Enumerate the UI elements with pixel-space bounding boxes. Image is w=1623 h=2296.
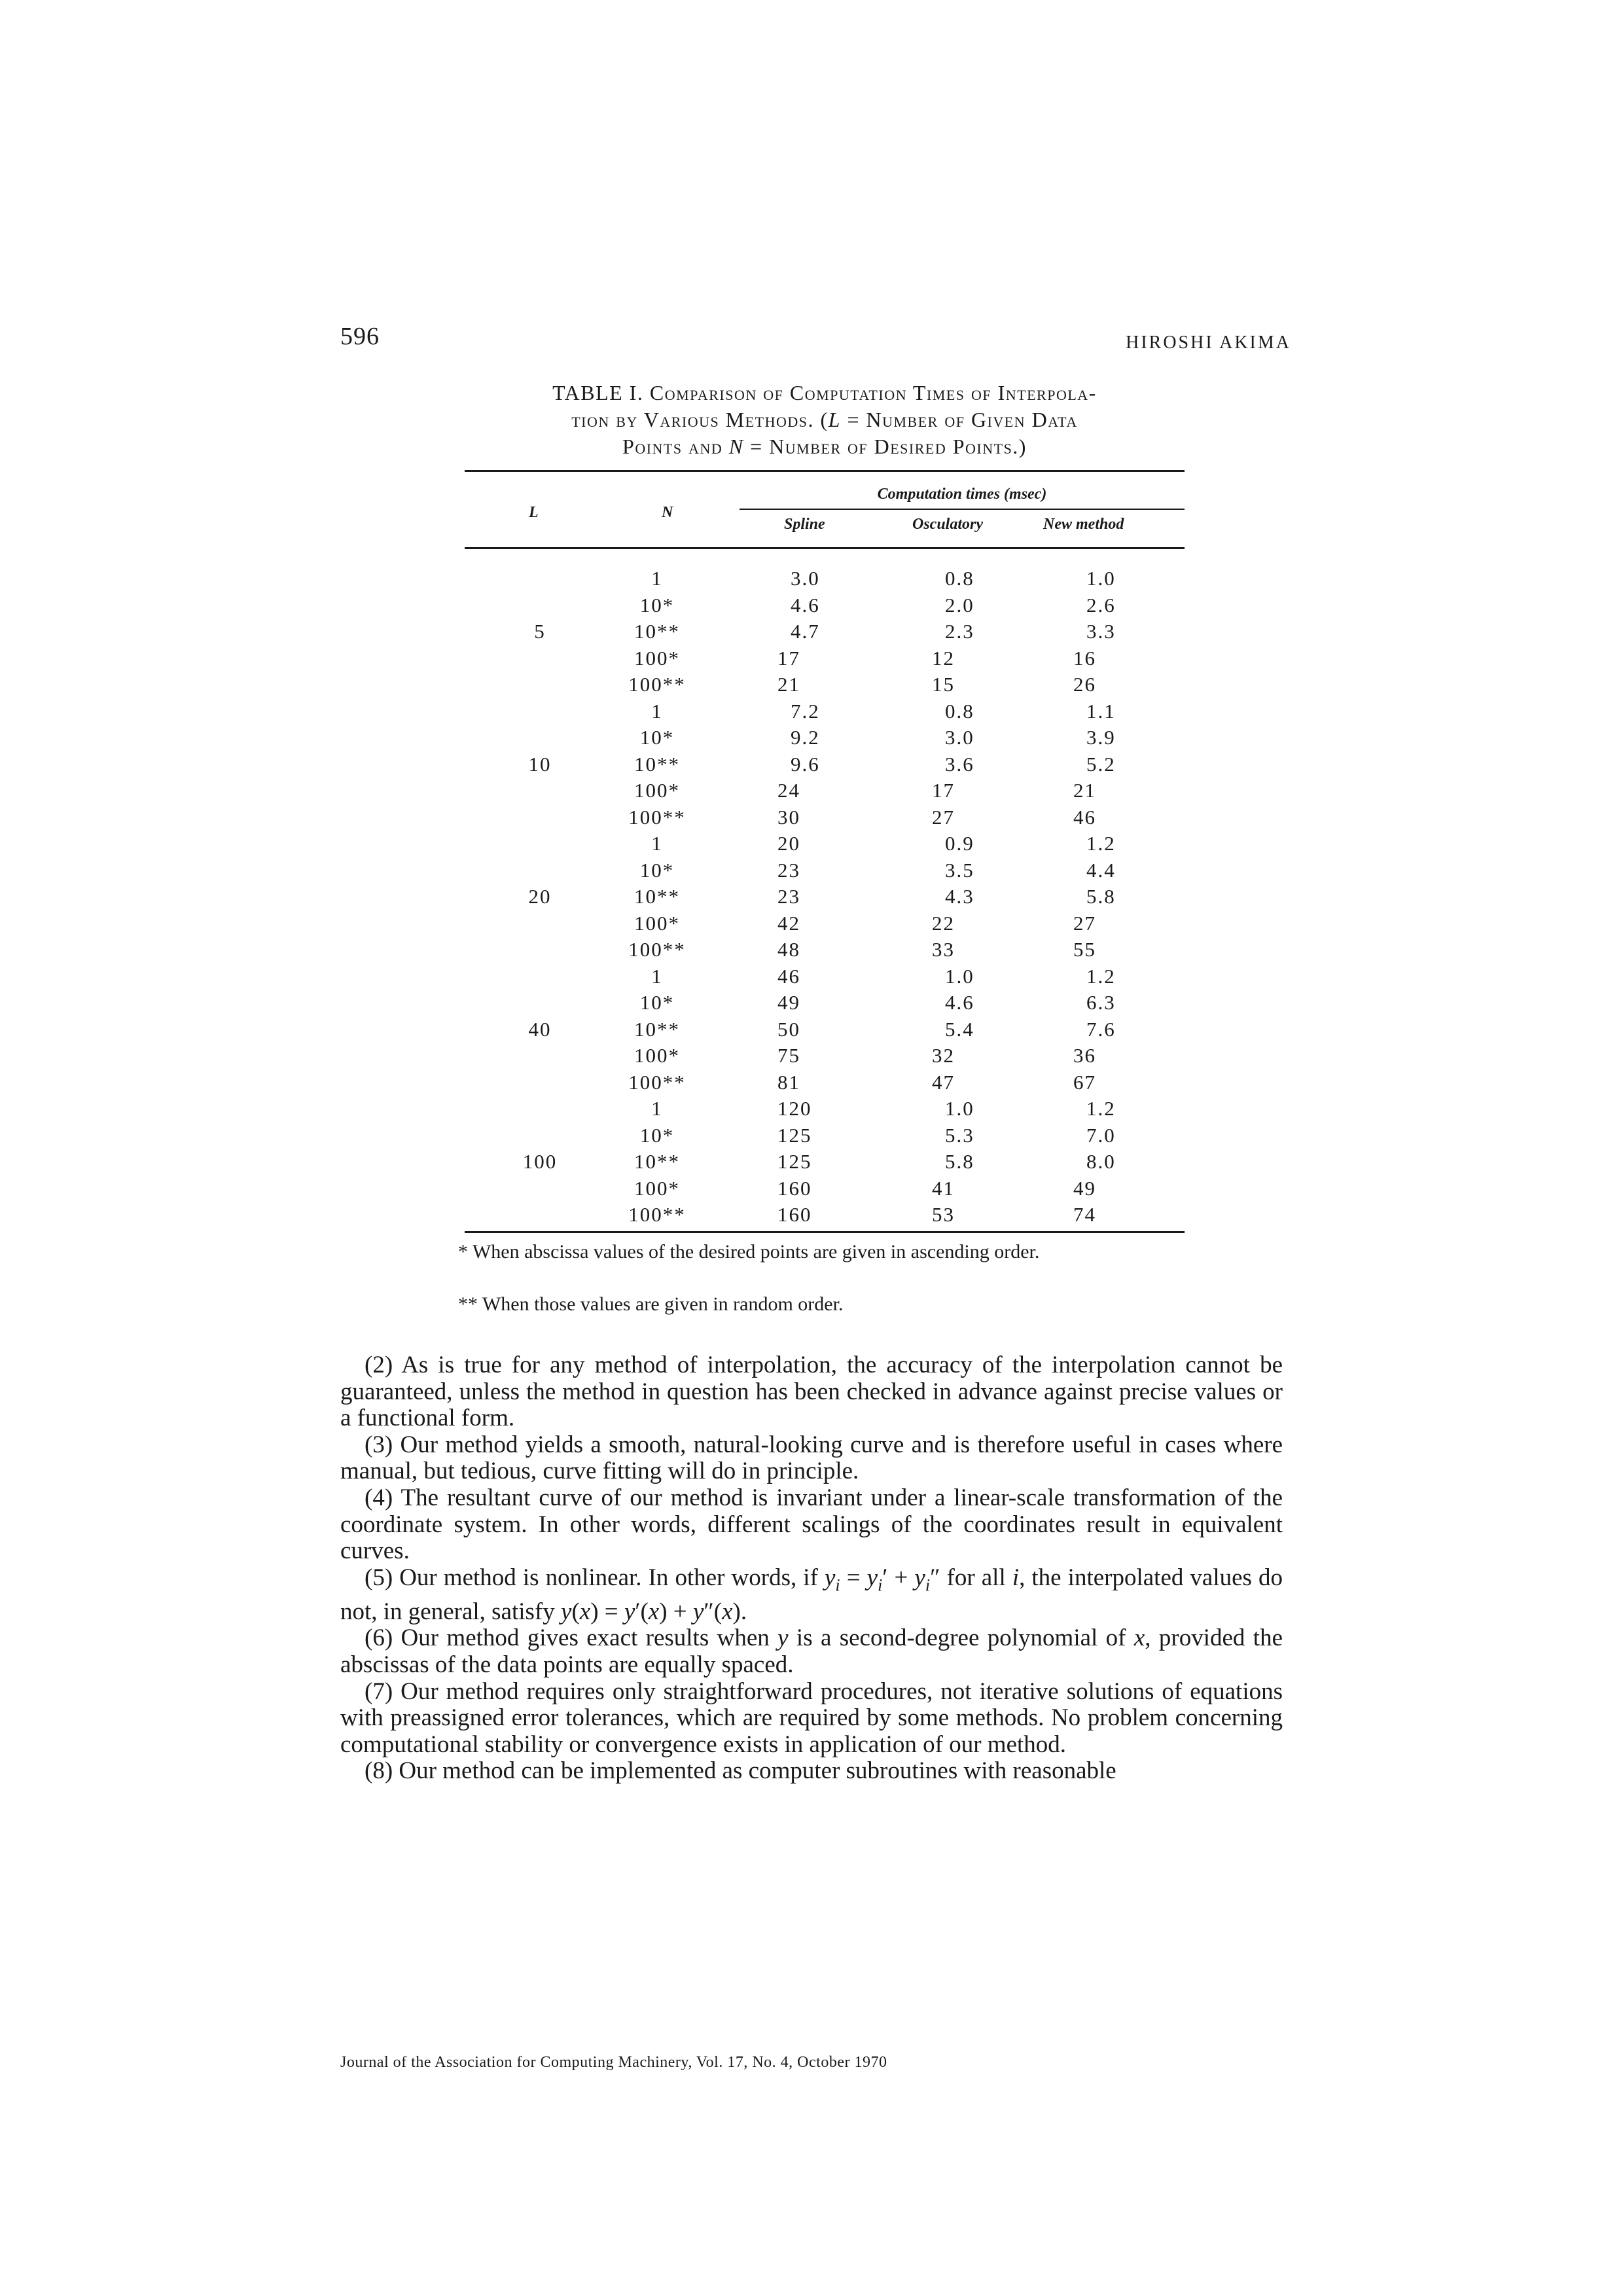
table-cell-new-method: 36 — [1073, 1044, 1096, 1067]
running-head-author: HIROSHI AKIMA — [1126, 332, 1291, 353]
table-cell-N: 100** — [628, 938, 686, 961]
table-cell-N: 100* — [634, 779, 680, 802]
paragraph-text: (8) Our method can be implemented as computer subroutines with reasonable — [365, 1757, 1116, 1785]
table-cell-spline: 30 — [777, 805, 800, 829]
table-cell-spline: 160 — [777, 1203, 812, 1226]
table-cell-N: 1 — [651, 567, 663, 590]
math-symbol: y — [824, 1564, 836, 1591]
table-cell-spline: 23 — [777, 858, 800, 882]
table-cell-new-method: 55 — [1073, 938, 1096, 961]
math-symbol: i — [1012, 1564, 1020, 1591]
table-cell-osculatory: 3.5 — [945, 858, 974, 882]
table-cell-osculatory: 32 — [932, 1044, 955, 1067]
paragraph-text: (5) Our method is nonlinear. In other words, if — [365, 1564, 825, 1591]
table-cell-new-method: 16 — [1073, 646, 1096, 670]
math-symbol: x — [722, 1598, 733, 1625]
table-cell-N: 100* — [634, 1044, 680, 1067]
paragraph-text: for all — [940, 1564, 1012, 1591]
table-cell-L: 40 — [528, 1017, 552, 1041]
body-paragraph — [340, 1758, 1283, 1785]
col-header-osculatory: Osculatory — [912, 516, 983, 533]
body-paragraph — [340, 1625, 1283, 1678]
table-cell-osculatory: 41 — [932, 1176, 955, 1200]
table-cell-osculatory: 27 — [932, 805, 955, 829]
col-header-computation-times: Computation times (msec) — [877, 486, 1047, 503]
table-cell-new-method: 27 — [1073, 911, 1096, 935]
table-cell-N: 100** — [628, 1070, 686, 1094]
table-rule-mid — [465, 547, 1185, 549]
table-cell-N: 10* — [639, 593, 675, 617]
col-header-spline: Spline — [784, 516, 825, 533]
table-rule-span — [740, 509, 1185, 510]
body-paragraph — [340, 1679, 1283, 1759]
table-cell-osculatory: 3.0 — [945, 726, 974, 749]
table-cell-N: 10** — [634, 620, 680, 643]
table-cell-osculatory: 4.6 — [945, 991, 974, 1014]
table-cell-new-method: 1.1 — [1086, 699, 1116, 723]
table-cell-spline: 3.0 — [791, 567, 820, 590]
caption-text: tion by Various Methods. ( — [571, 408, 829, 431]
table-cell-N: 100* — [634, 1176, 680, 1200]
table-cell-osculatory: 17 — [932, 779, 955, 802]
math-symbol: y — [777, 1624, 789, 1652]
table-cell-N: 10* — [639, 1123, 675, 1147]
math-symbol: y — [561, 1598, 572, 1625]
table-cell-spline: 49 — [777, 991, 800, 1014]
paragraph-text: ). — [732, 1598, 747, 1625]
table-cell-osculatory: 4.3 — [945, 885, 974, 908]
table-cell-L: 5 — [534, 620, 546, 643]
table-cell-spline: 9.6 — [791, 752, 820, 776]
caption-text: Comparison of Computation Times of Interpola- — [649, 381, 1097, 404]
table-cell-osculatory: 2.0 — [945, 593, 974, 617]
math-symbol: y — [624, 1598, 635, 1625]
table-cell-new-method: 7.0 — [1086, 1123, 1116, 1147]
table-cell-spline: 46 — [777, 964, 800, 988]
table-cell-osculatory: 0.8 — [945, 567, 974, 590]
table-cell-spline: 21 — [777, 673, 800, 696]
table-cell-spline: 42 — [777, 911, 800, 935]
table-cell-new-method: 49 — [1073, 1176, 1096, 1200]
table-cell-spline: 125 — [777, 1150, 812, 1173]
table-cell-new-method: 5.8 — [1086, 885, 1116, 908]
math-symbol: y — [866, 1564, 878, 1591]
table-rule-top — [465, 470, 1185, 472]
paragraph-text: (4) The resultant curve of our method is invariant under a linear-scale transformation of the coordinate system. In other words, different scalings of the coordinates result in equivalent curves. — [340, 1484, 1283, 1565]
paragraph-text: ) = — [590, 1598, 624, 1625]
table-rule-bottom — [465, 1231, 1185, 1233]
table-cell-spline: 81 — [777, 1070, 800, 1094]
table-cell-osculatory: 0.9 — [945, 832, 974, 855]
table-cell-spline: 4.7 — [791, 620, 820, 643]
table-cell-spline: 125 — [777, 1123, 812, 1147]
table-cell-osculatory: 5.4 — [945, 1017, 974, 1041]
paragraph-text: ′( — [635, 1598, 649, 1625]
table-cell-N: 10* — [639, 726, 675, 749]
table-cell-N: 1 — [651, 964, 663, 988]
table-cell-spline: 24 — [777, 779, 800, 802]
table-cell-spline: 17 — [777, 646, 800, 670]
math-symbol: y — [914, 1564, 925, 1591]
table-cell-osculatory: 3.6 — [945, 752, 974, 776]
table-cell-spline: 120 — [777, 1097, 812, 1120]
table-cell-spline: 50 — [777, 1017, 800, 1041]
table-cell-osculatory: 12 — [932, 646, 955, 670]
table-cell-N: 10** — [634, 1150, 680, 1173]
paragraph-text: is a second-degree polynomial of — [788, 1624, 1134, 1652]
math-symbol: i — [878, 1575, 883, 1595]
footnote-random: ** When those values are given in random order. — [458, 1293, 844, 1315]
table-cell-osculatory: 22 — [932, 911, 955, 935]
math-symbol: x — [1133, 1624, 1145, 1652]
table-label: TABLE I. — [552, 381, 644, 404]
table-cell-osculatory: 15 — [932, 673, 955, 696]
table-cell-new-method: 1.2 — [1086, 832, 1116, 855]
table-cell-new-method: 67 — [1073, 1070, 1096, 1094]
paragraph-text: , the interpolated values do not, in general, satisfy — [340, 1564, 1283, 1625]
table-cell-new-method: 1.0 — [1086, 567, 1116, 590]
paragraph-text: = — [840, 1564, 867, 1591]
table-cell-new-method: 26 — [1073, 673, 1096, 696]
math-symbol: x — [648, 1598, 660, 1625]
table-cell-osculatory: 47 — [932, 1070, 955, 1094]
table-cell-new-method: 46 — [1073, 805, 1096, 829]
table-cell-new-method: 3.9 — [1086, 726, 1116, 749]
table-cell-L: 10 — [528, 752, 552, 776]
paragraph-text: (6) Our method gives exact results when — [365, 1624, 778, 1652]
paragraph-text: + — [887, 1564, 915, 1591]
table-cell-new-method: 6.3 — [1086, 991, 1116, 1014]
table-cell-new-method: 74 — [1073, 1203, 1096, 1226]
caption-text: Points and — [622, 435, 729, 458]
footnote-ascending: * When abscissa values of the desired points are given in ascending order. — [458, 1241, 1040, 1263]
table-cell-osculatory: 5.3 — [945, 1123, 974, 1147]
table-cell-N: 10** — [634, 752, 680, 776]
table-cell-spline: 4.6 — [791, 593, 820, 617]
paragraph-text: ) + — [659, 1598, 693, 1625]
paragraph-text: , provided the abscissas of the data points are equally spaced. — [340, 1624, 1283, 1678]
caption-text: = Number of Given Data — [840, 408, 1078, 431]
table-cell-new-method: 1.2 — [1086, 1097, 1116, 1120]
table-cell-L: 100 — [522, 1150, 558, 1173]
table-cell-osculatory: 5.8 — [945, 1150, 974, 1173]
body-paragraph — [340, 1352, 1283, 1432]
table-cell-N: 10* — [639, 858, 675, 882]
table-cell-new-method: 21 — [1073, 779, 1096, 802]
caption-symbol: L — [828, 408, 841, 431]
paragraph-text: ″( — [704, 1598, 722, 1625]
table-cell-spline: 48 — [777, 938, 800, 961]
table-cell-new-method: 5.2 — [1086, 752, 1116, 776]
body-paragraph — [340, 1432, 1283, 1485]
page-number: 596 — [340, 323, 380, 350]
paragraph-text: ″ — [930, 1564, 940, 1591]
table-cell-new-method: 1.2 — [1086, 964, 1116, 988]
table-cell-new-method: 4.4 — [1086, 858, 1116, 882]
table-cell-spline: 9.2 — [791, 726, 820, 749]
paragraph-text: ′ — [882, 1564, 888, 1591]
table-cell-N: 100** — [628, 805, 686, 829]
table-cell-new-method: 3.3 — [1086, 620, 1116, 643]
col-header-N: N — [662, 504, 673, 521]
table-cell-N: 100** — [628, 673, 686, 696]
table-cell-spline: 20 — [777, 832, 800, 855]
journal-footer: Journal of the Association for Computing Machinery, Vol. 17, No. 4, October 1970 — [340, 2054, 887, 2071]
table-cell-osculatory: 2.3 — [945, 620, 974, 643]
table-cell-N: 1 — [651, 1097, 663, 1120]
table-caption — [458, 380, 1191, 460]
caption-symbol: N — [728, 435, 744, 458]
body-text — [340, 1352, 1283, 1785]
body-paragraph — [340, 1565, 1283, 1626]
paragraph-text: (7) Our method requires only straightforward procedures, not iterative solutions of equations with preassigned error tolerances, which are required by some methods. No problem concerning computational stability or convergence exists in application of our method. — [340, 1677, 1283, 1758]
table-cell-new-method: 7.6 — [1086, 1017, 1116, 1041]
table-cell-N: 10** — [634, 1017, 680, 1041]
math-symbol: x — [579, 1598, 591, 1625]
table-cell-osculatory: 33 — [932, 938, 955, 961]
math-symbol: i — [835, 1575, 840, 1595]
body-paragraph — [340, 1485, 1283, 1565]
table-cell-new-method: 2.6 — [1086, 593, 1116, 617]
math-symbol: y — [692, 1598, 704, 1625]
table-cell-osculatory: 1.0 — [945, 1097, 974, 1120]
paragraph-text: (3) Our method yields a smooth, natural-looking curve and is therefore useful in cases where manual, but tedious, curve fitting will do in principle. — [340, 1431, 1283, 1485]
table-cell-osculatory: 1.0 — [945, 964, 974, 988]
table-cell-N: 1 — [651, 699, 663, 723]
table-cell-N: 10** — [634, 885, 680, 908]
table-cell-spline: 7.2 — [791, 699, 820, 723]
paragraph-text: (2) As is true for any method of interpolation, the accuracy of the interpolation cannot be guaranteed, unless the method in question has been checked in advance against precise values or a functional form. — [340, 1352, 1283, 1432]
table-cell-N: 1 — [651, 832, 663, 855]
col-header-new-method: New method — [1043, 516, 1124, 533]
paragraph-text: ( — [571, 1598, 580, 1625]
col-header-L: L — [529, 504, 539, 521]
table-cell-N: 100* — [634, 911, 680, 935]
table-cell-spline: 75 — [777, 1044, 800, 1067]
table-cell-spline: 23 — [777, 885, 800, 908]
table-cell-N: 100** — [628, 1203, 686, 1226]
table-cell-N: 100* — [634, 646, 680, 670]
caption-text: = Number of Desired Points.) — [743, 435, 1027, 458]
math-symbol: i — [925, 1575, 931, 1595]
table-cell-N: 10* — [639, 991, 675, 1014]
table-cell-spline: 160 — [777, 1176, 812, 1200]
table-cell-L: 20 — [528, 885, 552, 908]
table-cell-osculatory: 0.8 — [945, 699, 974, 723]
table-cell-osculatory: 53 — [932, 1203, 955, 1226]
table-cell-new-method: 8.0 — [1086, 1150, 1116, 1173]
